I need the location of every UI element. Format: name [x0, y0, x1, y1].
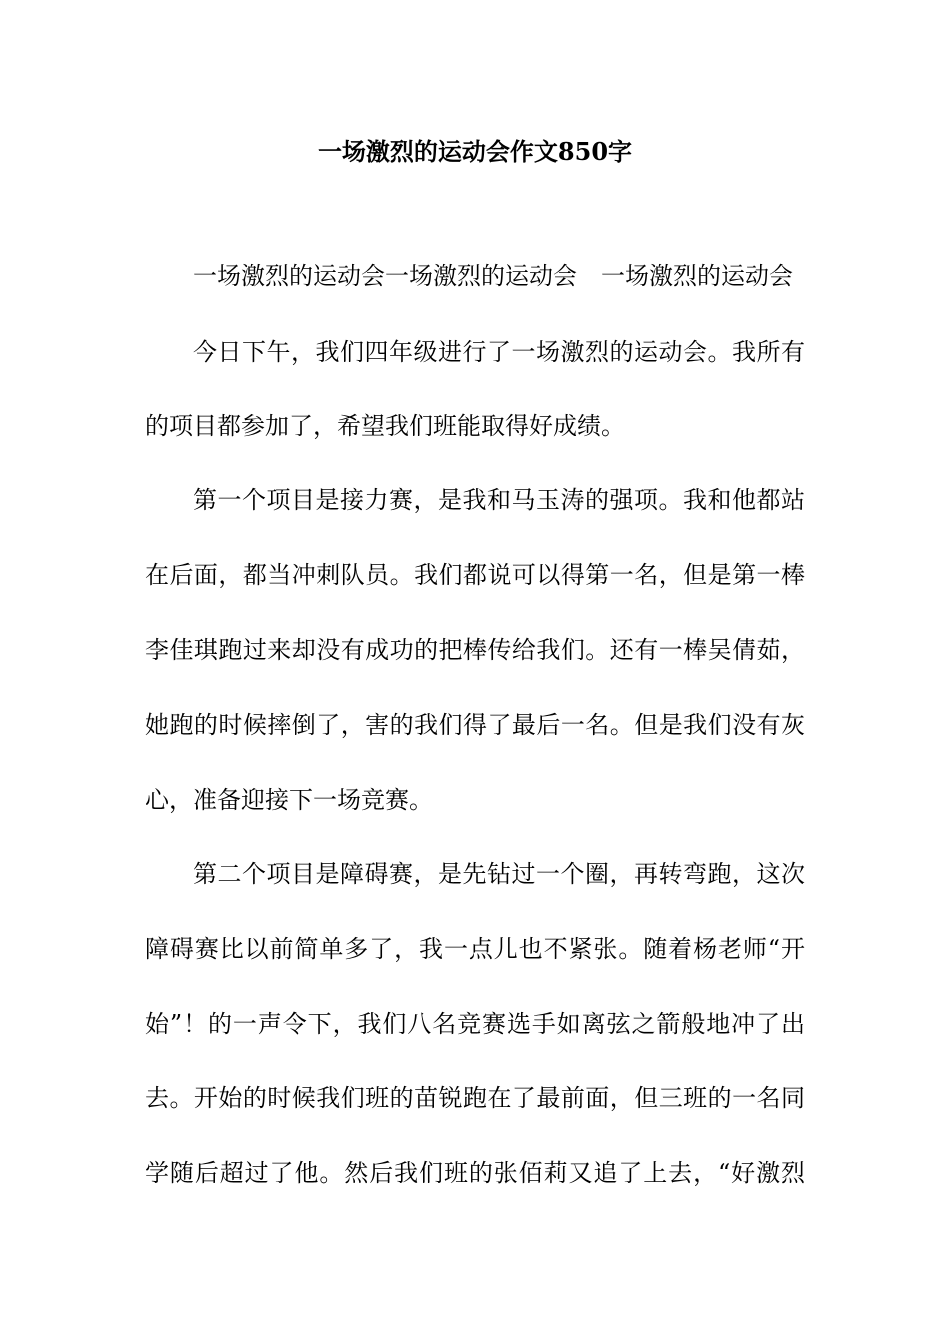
paragraph-4-line-3: 始”！的一声令下，我们八名竞赛选手如离弦之箭般地冲了出	[145, 1010, 805, 1038]
paragraph-3-line-4: 她跑的时候摔倒了，害的我们得了最后一名。但是我们没有灰	[145, 711, 805, 739]
paragraph-4-line-1: 第二个项目是障碍赛，是先钻过一个圈，再转弯跑，这次	[193, 860, 805, 888]
paragraph-3-line-3: 李佳琪跑过来却没有成功的把棒传给我们。还有一棒吴倩茹，	[145, 636, 805, 664]
document-title: 一场激烈的运动会作文850字	[317, 137, 633, 166]
paragraph-4-line-4: 去。开始的时候我们班的苗锐跑在了最前面，但三班的一名同	[145, 1084, 805, 1112]
paragraph-2-line-1: 今日下午，我们四年级进行了一场激烈的运动会。我所有	[193, 338, 805, 366]
paragraph-3-line-5: 心，准备迎接下一场竞赛。	[145, 786, 433, 814]
paragraph-2-line-2: 的项目都参加了，希望我们班能取得好成绩。	[145, 412, 625, 440]
paragraph-1-line-1: 一场激烈的运动会一场激烈的运动会 一场激烈的运动会	[193, 262, 793, 290]
paragraph-4-line-5: 学随后超过了他。然后我们班的张佰莉又追了上去，“好激烈	[145, 1159, 805, 1187]
paragraph-3-line-2: 在后面，都当冲刺队员。我们都说可以得第一名，但是第一棒	[145, 561, 805, 589]
paragraph-3-line-1: 第一个项目是接力赛，是我和马玉涛的强项。我和他都站	[193, 486, 805, 514]
paragraph-4-line-2: 障碍赛比以前简单多了，我一点儿也不紧张。随着杨老师“开	[145, 935, 805, 963]
